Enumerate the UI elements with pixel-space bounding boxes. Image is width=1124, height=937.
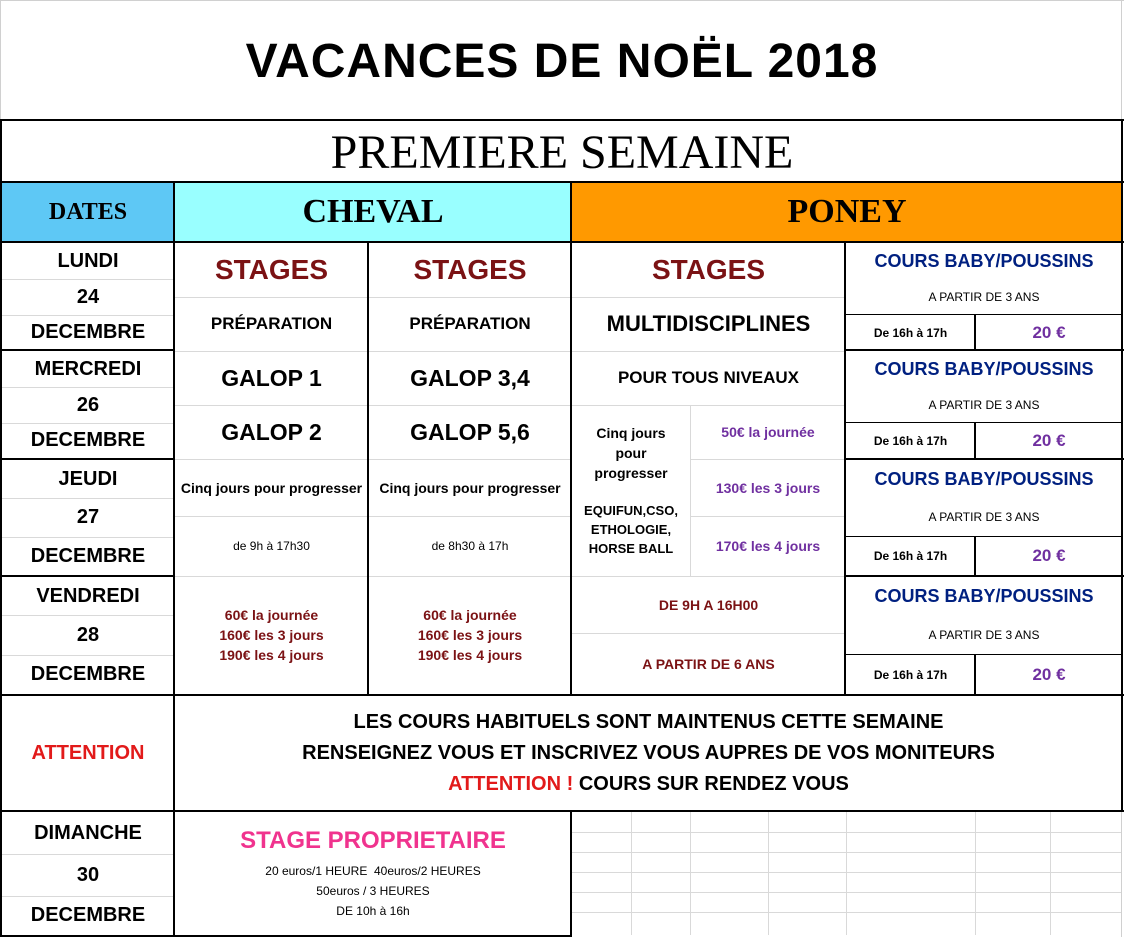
discipline-line: ETHOLOGIE,	[590, 522, 672, 537]
price-3-days: 160€ les 3 jours	[417, 627, 523, 643]
cours-title: COURS BABY/POUSSINS	[874, 358, 1094, 379]
stage-heading: STAGES	[651, 254, 766, 285]
attention-message	[175, 696, 1122, 810]
stage-type: MULTIDISCIPLINES	[606, 311, 811, 336]
price-4-days: 190€ les 4 jours	[417, 647, 523, 663]
day-month: DECEMBRE	[30, 321, 146, 343]
stage-level-b: GALOP 2	[221, 418, 322, 445]
cours-title: COURS BABY/POUSSINS	[874, 468, 1094, 489]
stage-level-a: GALOP 3,4	[410, 364, 530, 391]
stage-description	[572, 405, 690, 576]
desc-line: Cinq jours	[596, 425, 666, 441]
stage-proprietaire-price: 50euros / 3 HEURES	[316, 883, 430, 898]
cours-hours: De 16h à 17h	[873, 325, 948, 340]
stage-level-b: GALOP 5,6	[410, 418, 530, 445]
desc-line: pour	[615, 445, 647, 461]
cours-hours: De 16h à 17h	[873, 433, 948, 448]
stage-heading: STAGES	[214, 254, 329, 285]
attention-rest: COURS SUR RENDEZ VOUS	[573, 772, 849, 795]
stage-age: A PARTIR DE 6 ANS	[642, 655, 775, 672]
day-number: 28	[76, 623, 100, 646]
stage-proprietaire-title: STAGE PROPRIETAIRE	[240, 826, 506, 854]
stage-hours: de 9h à 17h30	[233, 539, 310, 553]
stage-prices	[369, 576, 571, 694]
day-number: 24	[76, 285, 100, 308]
stage-description: Cinq jours pour progresser	[180, 479, 363, 496]
poney-header: PONEY	[572, 183, 1122, 241]
price-day: 50€ la journée	[721, 424, 815, 440]
day-number: 26	[76, 393, 100, 416]
cours-age: A PARTIR DE 3 ANS	[928, 628, 1040, 642]
price-day: 60€ la journée	[423, 607, 517, 623]
cours-title: COURS BABY/POUSSINS	[874, 250, 1094, 271]
day-name: DIMANCHE	[34, 821, 142, 844]
attention-label: ATTENTION	[31, 741, 145, 764]
cours-price: 20 €	[1032, 546, 1066, 565]
day-number: 27	[76, 505, 100, 528]
stage-preparation: PRÉPARATION	[409, 314, 531, 333]
day-month: DECEMBRE	[30, 904, 146, 926]
desc-line: progresser	[594, 465, 668, 481]
stage-levels: POUR TOUS NIVEAUX	[617, 368, 800, 387]
attention-line: RENSEIGNEZ VOUS ET INSCRIVEZ VOUS AUPRES DE VOS MONITEURS	[302, 741, 995, 764]
cours-price: 20 €	[1032, 322, 1066, 342]
cheval-header: CHEVAL	[175, 183, 571, 241]
stage-preparation: PRÉPARATION	[210, 314, 333, 333]
attention-line: LES COURS HABITUELS SONT MAINTENUS CETTE SEMAINE	[353, 710, 944, 733]
cours-price: 20 €	[1032, 664, 1066, 684]
cours-age: A PARTIR DE 3 ANS	[928, 290, 1040, 304]
cours-title: COURS BABY/POUSSINS	[874, 585, 1094, 606]
stage-level-a: GALOP 1	[221, 364, 322, 391]
stage-proprietaire-hours: DE 10h à 16h	[336, 903, 410, 918]
stage-description: Cinq jours pour progresser	[379, 479, 561, 496]
day-name: JEUDI	[58, 467, 118, 490]
cours-hours: De 16h à 17h	[873, 667, 948, 682]
stage-prices	[175, 576, 368, 694]
day-month: DECEMBRE	[30, 429, 146, 451]
day-month: DECEMBRE	[30, 544, 146, 567]
stage-proprietaire	[175, 812, 571, 935]
stage-heading: STAGES	[413, 254, 527, 285]
stage-hours: de 8h30 à 17h	[431, 539, 509, 553]
attention-line	[448, 769, 849, 800]
day-name: MERCREDI	[34, 357, 142, 380]
day-name: VENDREDI	[36, 584, 140, 607]
week-title: PREMIERE SEMAINE	[330, 125, 794, 179]
cours-price: 20 €	[1032, 430, 1066, 450]
cours-age: A PARTIR DE 3 ANS	[928, 398, 1040, 412]
day-number: 30	[76, 863, 100, 886]
dates-header: DATES	[2, 183, 174, 241]
cours-hours: De 16h à 17h	[873, 549, 948, 563]
stage-hours: DE 9H A 16H00	[658, 596, 759, 613]
attention-warning: ATTENTION !	[448, 772, 574, 795]
day-month: DECEMBRE	[30, 663, 146, 685]
price-4-days: 170€ les 4 jours	[715, 538, 821, 554]
day-name: LUNDI	[57, 249, 119, 272]
stage-proprietaire-price: 20 euros/1 HEURE 40euros/2 HEURES	[265, 863, 481, 878]
price-4-days: 190€ les 4 jours	[219, 647, 324, 663]
price-3-days: 130€ les 3 jours	[715, 479, 821, 496]
page-title: VACANCES DE NOËL 2018	[245, 34, 879, 88]
discipline-line: HORSE BALL	[588, 541, 674, 556]
price-3-days: 160€ les 3 jours	[219, 627, 324, 643]
cours-age: A PARTIR DE 3 ANS	[928, 510, 1040, 524]
price-day: 60€ la journée	[224, 607, 319, 623]
discipline-line: EQUIFUN,CSO,	[584, 503, 678, 518]
